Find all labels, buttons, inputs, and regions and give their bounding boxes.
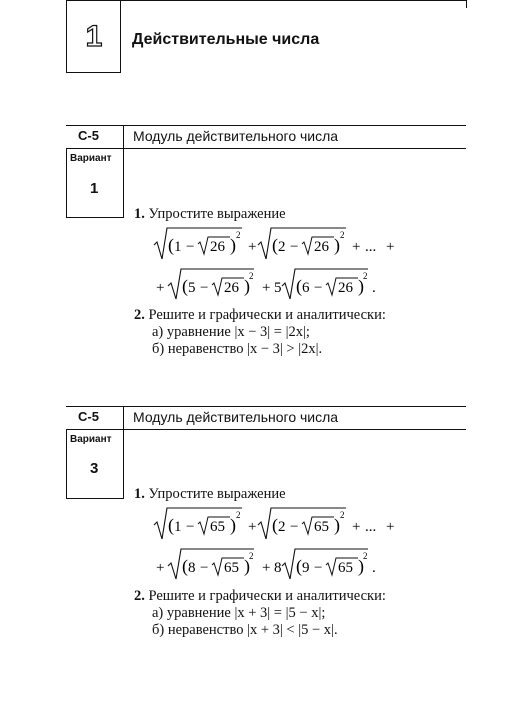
section-1-formula — [150, 226, 420, 300]
section-2-title-rule — [66, 429, 466, 430]
exponent: 2 — [236, 510, 241, 520]
exponent: 2 — [340, 510, 345, 520]
term-a: 1 — [174, 519, 182, 535]
radicand: 65 — [210, 519, 225, 535]
section-2-code-divider — [123, 406, 124, 429]
term-d: 9 — [302, 560, 310, 576]
radicand: 26 — [224, 280, 239, 296]
minus-sign: − — [186, 519, 195, 535]
section-1-task-1-num: 1. — [134, 206, 145, 222]
section-2-code: С-5 — [78, 409, 99, 424]
section-2-task-1-num: 1. — [134, 486, 145, 502]
exponent: 2 — [340, 230, 345, 240]
section-1-code-divider — [123, 125, 124, 148]
radicand: 65 — [224, 560, 239, 576]
section-2-task-1-text: Упростите выражение — [148, 486, 286, 502]
exponent: 2 — [249, 271, 254, 281]
minus-sign: − — [290, 239, 299, 255]
radicand: 26 — [314, 239, 329, 255]
paren-close: ) — [358, 276, 364, 296]
minus-sign: − — [314, 280, 323, 296]
term-b: 2 — [278, 239, 286, 255]
ellipsis: ... — [365, 239, 377, 255]
radicand: 26 — [338, 280, 353, 296]
paren-open: ( — [296, 276, 302, 296]
exponent: 2 — [363, 551, 368, 561]
section-2-formula — [150, 506, 420, 580]
section-1-item-b: б) неравенство |x − 3| > |2x|. — [152, 341, 323, 357]
section-2-task-2-num: 2. — [134, 588, 145, 604]
section-2-task-2 — [134, 588, 386, 605]
chapter-title: Действительные числа — [132, 31, 320, 48]
term-d: 6 — [302, 280, 310, 296]
paren-close: ) — [230, 235, 236, 255]
period: . — [372, 560, 376, 576]
section-1-task-2-text: Решите и графически и аналитически: — [148, 307, 386, 323]
term-a: 1 — [174, 239, 182, 255]
exponent: 2 — [249, 551, 254, 561]
chapter-number: 1 — [85, 20, 103, 53]
plus-sign: + — [248, 519, 257, 535]
plus-sign: + — [386, 239, 395, 255]
ellipsis: ... — [365, 519, 377, 535]
plus-sign: + — [352, 519, 361, 535]
section-1-item-a: а) уравнение |x − 3| = |2x|; — [152, 324, 310, 340]
radicand: 65 — [314, 519, 329, 535]
paren-close: ) — [334, 515, 340, 535]
radicand: 26 — [210, 239, 225, 255]
plus-sign: + — [262, 560, 271, 576]
radicand: 65 — [338, 560, 353, 576]
page-right-rule — [466, 0, 467, 8]
section-2-item-b: б) неравенство |x + 3| < |5 − x|. — [152, 622, 338, 638]
minus-sign: − — [290, 519, 299, 535]
section-1-variant-number: 1 — [90, 180, 99, 197]
plus-sign: + — [156, 560, 165, 576]
exponent: 2 — [363, 271, 368, 281]
paren-open: ( — [272, 515, 278, 535]
paren-close: ) — [244, 276, 250, 296]
plus-sign: + — [262, 280, 271, 296]
minus-sign: − — [314, 560, 323, 576]
term-b: 2 — [278, 519, 286, 535]
minus-sign: − — [200, 280, 209, 296]
paren-open: ( — [182, 556, 188, 576]
plus-sign: + — [248, 239, 257, 255]
paren-open: ( — [168, 235, 174, 255]
paren-open: ( — [296, 556, 302, 576]
section-2-top-rule — [66, 406, 466, 407]
minus-sign: − — [186, 239, 195, 255]
paren-close: ) — [230, 515, 236, 535]
paren-open: ( — [168, 515, 174, 535]
coefficient: 8 — [274, 560, 282, 576]
section-2-title: Модуль действительного числа — [133, 409, 339, 425]
section-1-task-2 — [134, 307, 386, 324]
section-2-task-1 — [134, 486, 286, 503]
section-2-variant-label: Вариант — [70, 434, 112, 445]
section-2-task-2-text: Решите и графически и аналитически: — [148, 588, 386, 604]
paren-close: ) — [334, 235, 340, 255]
formula-line-2 — [156, 269, 376, 299]
formula-line-2 — [156, 549, 376, 579]
section-2-item-a: а) уравнение |x + 3| = |5 − x|; — [152, 605, 326, 621]
term-c: 5 — [188, 280, 196, 296]
section-1-top-rule — [66, 125, 466, 126]
section-2-variant-number: 3 — [90, 460, 99, 477]
section-1-title-rule — [66, 148, 466, 149]
section-1-task-1 — [134, 206, 286, 223]
formula-line-1 — [154, 228, 394, 259]
term-c: 8 — [188, 560, 196, 576]
plus-sign: + — [352, 239, 361, 255]
section-1-title: Модуль действительного числа — [133, 128, 339, 144]
section-1-task-1-text: Упростите выражение — [148, 206, 286, 222]
minus-sign: − — [200, 560, 209, 576]
paren-close: ) — [358, 556, 364, 576]
section-1-code: С-5 — [78, 128, 99, 143]
plus-sign: + — [386, 519, 395, 535]
formula-line-1 — [154, 508, 394, 539]
section-1-task-2-num: 2. — [134, 307, 145, 323]
section-1-variant-label: Вариант — [70, 153, 112, 164]
coefficient: 5 — [274, 280, 282, 296]
paren-close: ) — [244, 556, 250, 576]
period: . — [372, 280, 376, 296]
paren-open: ( — [272, 235, 278, 255]
plus-sign: + — [156, 280, 165, 296]
paren-open: ( — [182, 276, 188, 296]
exponent: 2 — [236, 230, 241, 240]
top-edge-line — [66, 0, 466, 1]
